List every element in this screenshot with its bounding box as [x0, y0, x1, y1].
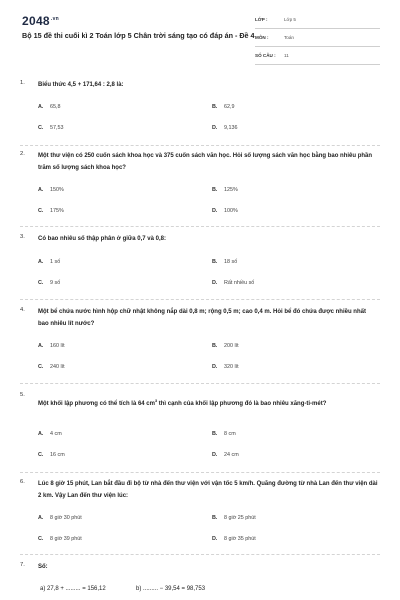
option-text: 9,136: [224, 125, 238, 131]
divider: [20, 472, 380, 473]
option-text: 320 lít: [224, 364, 239, 370]
meta-value: Lớp 5: [284, 17, 296, 22]
option-text: 175%: [50, 208, 64, 214]
option-b[interactable]: [212, 259, 237, 265]
option-text: 8 cm: [224, 431, 236, 437]
option-text: 57,53: [50, 125, 64, 131]
option-letter: C.: [38, 208, 44, 214]
option-letter: B.: [212, 104, 218, 110]
option-d[interactable]: [212, 452, 239, 458]
option-d[interactable]: [212, 364, 239, 370]
option-text: 65,8: [50, 104, 61, 110]
option-text: 24 cm: [224, 452, 239, 458]
question-number: 3.: [20, 234, 25, 240]
question-text: Lúc 8 giờ 15 phút, Lan bắt đầu đi bộ từ nhà đến thư viện với vận tốc 5 km/h. Quãng đường từ nhà Lan đến thư viện dài 2 km. Vậy Lan đến thư viện lúc:: [38, 481, 378, 499]
option-d[interactable]: [212, 280, 254, 286]
option-text: 8 giờ 35 phút: [224, 536, 256, 542]
question-text-part: Một khối lập phương có thể tích là 64 cm: [38, 401, 155, 407]
option-text: 8 giờ 39 phút: [50, 536, 82, 542]
question-6: [20, 479, 380, 551]
option-text: 1 số: [50, 259, 61, 265]
option-b[interactable]: [212, 431, 236, 437]
option-text: 8 giờ 30 phút: [50, 515, 82, 521]
question-3: [20, 234, 380, 294]
option-letter: D.: [212, 364, 218, 370]
meta-value: 11: [284, 53, 289, 58]
question-1: [20, 80, 380, 140]
option-c[interactable]: [38, 280, 60, 286]
question-number: 5.: [20, 392, 25, 398]
option-text: 16 cm: [50, 452, 65, 458]
question-text: Biểu thức 4,5 + 171,64 : 2,8 là:: [38, 82, 124, 88]
logo-text: 2048: [22, 14, 50, 28]
option-text: 240 lít: [50, 364, 65, 370]
meta-row-class: [255, 14, 380, 29]
question-number: 6.: [20, 479, 25, 485]
option-a[interactable]: [38, 259, 60, 265]
divider: [20, 554, 380, 555]
meta-row-subject: [255, 32, 380, 47]
option-letter: D.: [212, 125, 218, 131]
option-c[interactable]: [38, 125, 64, 131]
question-text: [38, 396, 378, 411]
option-letter: D.: [212, 208, 218, 214]
option-a[interactable]: [38, 187, 64, 193]
option-text: Rất nhiều số: [224, 280, 255, 286]
meta-key: LỚP :: [255, 17, 268, 22]
option-letter: C.: [38, 536, 44, 542]
option-letter: B.: [212, 431, 218, 437]
option-text: 125%: [224, 187, 238, 193]
option-letter: A.: [38, 343, 44, 349]
option-d[interactable]: [212, 208, 238, 214]
option-a[interactable]: [38, 343, 65, 349]
option-text: 8 giờ 25 phút: [224, 515, 256, 521]
option-a[interactable]: [38, 104, 61, 110]
option-letter: A.: [38, 515, 44, 521]
option-letter: C.: [38, 125, 44, 131]
option-text: 4 cm: [50, 431, 62, 437]
option-b[interactable]: [212, 187, 238, 193]
question-number: 7.: [20, 562, 25, 568]
meta-key: SỐ CÂU :: [255, 53, 276, 58]
option-letter: C.: [38, 452, 44, 458]
question-number: 4.: [20, 307, 25, 313]
option-letter: B.: [212, 515, 218, 521]
question-text-part: thì cạnh của khối lập phương đó là bao nhiêu xăng-ti-mét?: [157, 401, 327, 407]
divider: [20, 226, 380, 227]
option-text: 160 lít: [50, 343, 65, 349]
option-a[interactable]: [38, 515, 82, 521]
option-letter: D.: [212, 280, 218, 286]
option-text: 100%: [224, 208, 238, 214]
meta-key: MÔN :: [255, 35, 269, 40]
option-text: 18 số: [224, 259, 238, 265]
option-text: 150%: [50, 187, 64, 193]
option-letter: C.: [38, 364, 44, 370]
question-5: [20, 392, 380, 468]
question-number: 1.: [20, 80, 25, 86]
option-letter: B.: [212, 259, 218, 265]
divider: [20, 145, 380, 146]
option-text: 9 số: [50, 280, 61, 286]
option-letter: C.: [38, 280, 44, 286]
option-b[interactable]: [212, 104, 235, 110]
option-letter: B.: [212, 187, 218, 193]
question-text: Số:: [38, 564, 48, 570]
option-d[interactable]: [212, 125, 238, 131]
logo-suffix: .vn: [50, 16, 60, 22]
divider: [20, 299, 380, 300]
question-text: Một thư viện có 250 cuốn sách khoa học và 375 cuốn sách văn học. Hỏi số lượng sách văn học bằng bao nhiêu phần trăm số lượng sách khoa học?: [38, 153, 373, 171]
meta-info: [255, 14, 380, 68]
document-title: Bộ 15 đề thi cuối kì 2 Toán lớp 5 Chân trời sáng tạo có đáp án - Đề 4: [22, 31, 255, 40]
option-text: 62,9: [224, 104, 235, 110]
option-letter: A.: [38, 431, 44, 437]
option-c[interactable]: [38, 452, 65, 458]
option-b[interactable]: [212, 343, 239, 349]
option-b[interactable]: [212, 515, 256, 521]
option-letter: A.: [38, 104, 44, 110]
meta-value: Toán: [284, 35, 294, 40]
meta-row-count: [255, 50, 380, 65]
question-text: Có bao nhiêu số thập phân ở giữa 0,7 và 0,8:: [38, 236, 166, 242]
site-logo[interactable]: [22, 14, 59, 28]
exponent: 3: [154, 399, 158, 403]
option-a[interactable]: [38, 431, 62, 437]
question-4: [20, 307, 380, 379]
option-letter: D.: [212, 452, 218, 458]
question-7: [20, 562, 380, 598]
option-letter: D.: [212, 536, 218, 542]
option-d[interactable]: [212, 536, 256, 542]
divider: [20, 383, 380, 384]
option-letter: A.: [38, 187, 44, 193]
question-2: [20, 151, 380, 221]
option-letter: A.: [38, 259, 44, 265]
option-letter: B.: [212, 343, 218, 349]
option-c[interactable]: [38, 536, 82, 542]
question-text: Một bể chứa nước hình hộp chữ nhật không nắp dài 0,8 m; rộng 0,5 m; cao 0,4 m. Hỏi bể đó chứa được nhiều nhất bao nhiêu lít nước?: [38, 309, 366, 327]
fill-in-a[interactable]: a) 27,8 + ......... = 156,12: [40, 586, 106, 592]
option-c[interactable]: [38, 208, 64, 214]
option-text: 200 lít: [224, 343, 239, 349]
option-c[interactable]: [38, 364, 65, 370]
question-number: 2.: [20, 151, 25, 157]
fill-in-b[interactable]: b) ......... − 39,54 = 98,753: [136, 586, 206, 592]
